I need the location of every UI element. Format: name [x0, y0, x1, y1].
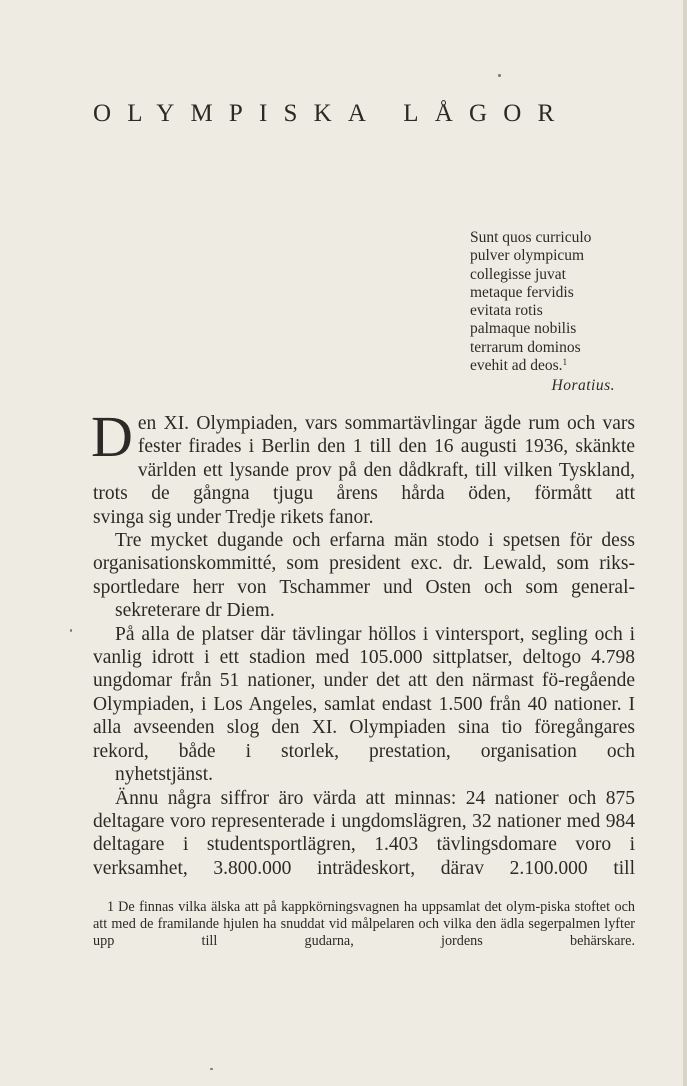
paragraph-1-last-line: svinga sig under Tredje rikets fanor. [93, 506, 374, 528]
drop-cap: D [91, 404, 133, 469]
page-edge [683, 0, 687, 1086]
paragraph-1-text: en XI. Olympiaden, vars sommartävlingar ägde rum och vars fester firades i Berlin den 1 till den 16 augusti 1936, skänkte världen ett lysande prov på den dådkraft, till vilken Tyskland, trots de gångna tjugu årens hårda öden, förmått att [93, 413, 635, 505]
epigraph [470, 229, 650, 396]
epigraph-line-text: evehit ad deos. [470, 357, 563, 375]
epigraph-line: Sunt quos curriculo [470, 229, 592, 246]
paper-speck [210, 1068, 213, 1070]
paragraph-2-text: Tre mycket dugande och erfarna män stodo i spetsen för dess organisationskommitté, som president exc. dr. Lewald, som riks-sportledare herr von Tschammer und Osten och som general- [93, 530, 635, 598]
paper-speck [498, 74, 501, 77]
epigraph-line-last [470, 357, 650, 377]
epigraph-line: palmaque nobilis [470, 320, 577, 338]
paragraph-3 [93, 623, 635, 787]
paragraph-1 [91, 404, 635, 529]
body-text [91, 404, 635, 880]
paragraph-3-text: På alla de platser där tävlingar höllos i vintersport, segling och i vanlig idrott i ett stadion med 105.000 sittplatser, deltogo 4.798 ungdomar från 51 nationer, under det att den närmast fö-regående Olympiaden, i Los Angeles, samlat endast 1.500 från 40 nationer. I alla avseenden slog den XI. Olympiaden sina tio föregångares rekord, både i storlek, prestation, organisation och [93, 623, 635, 762]
epigraph-line: metaque fervidis [470, 283, 574, 301]
paper-speck [70, 629, 72, 632]
epigraph-line: terrarum dominos [470, 338, 581, 356]
paragraph-4: Ännu några siffror äro värda att minnas: 24 nationer och 875 deltagare voro representerade i ungdomslägren, 32 nationer med 984 deltagare i studentsportlägren, 1.403 tävlingsdomare voro i verksamhet, 3.800.000 inträdeskort, därav 2.100.000 till [93, 787, 635, 879]
paragraph-2-last-line: sekreterare dr Diem. [115, 600, 275, 622]
page-title: OLYMPISKA LÅGOR [93, 100, 571, 127]
footnote-text: De finnas vilka älska att på kappkörningsvagnen ha uppsamlat det olym-piska stoftet och att med de framilande hjulen ha snuddat vid målpelaren och vilka den ädla segerpalmen lyfter upp till gudarna, jordens behärskare. [93, 899, 635, 949]
paragraph-3-last-line: nyhetstjänst. [115, 764, 214, 786]
epigraph-line: evitata rotis [470, 302, 543, 320]
footnote-reference[interactable]: 1 [562, 357, 568, 368]
paragraph-2 [93, 529, 635, 623]
epigraph-line: collegisse juvat [470, 265, 566, 283]
footnote [93, 899, 635, 950]
footnote-marker: 1 [107, 899, 115, 915]
epigraph-author: Horatius. [551, 377, 615, 395]
epigraph-line: pulver olympicum [470, 247, 585, 265]
